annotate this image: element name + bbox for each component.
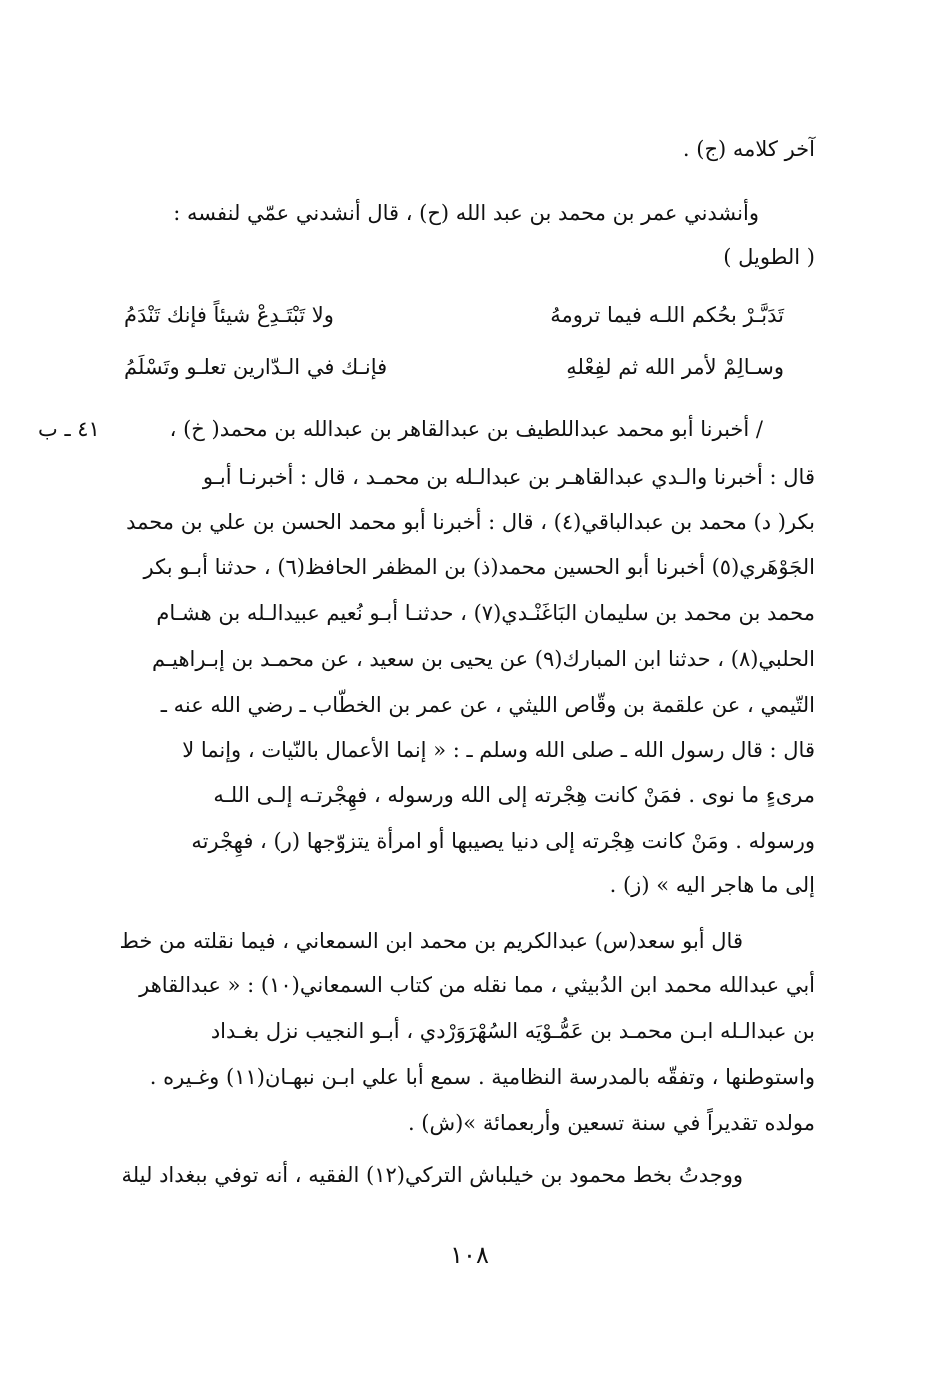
paragraph-line: ووجدتُ بخط محمود بن خيلباش التركي(١٢) الفقيه ، أنه توفي ببغداد ليلة (121, 1163, 743, 1187)
paragraph-line: إلى ما هاجر اليه » (ز) . (609, 873, 815, 897)
paragraph-line: مولده تقديراً في سنة تسعين وأربعمائة »(ش) . (407, 1111, 815, 1135)
paragraph-line: قال : قال رسول الله ـ صلى الله وسلم ـ : « إنما الأعمال بالنّيات ، وإنما لا (182, 738, 815, 762)
verse-hemistich-first: وسـالِمْ لأمر الله ثم لفِعْلهِ (566, 355, 784, 379)
page-number: ١٠٨ (450, 1241, 489, 1269)
paragraph-line: التّيمي ، عن علقمة بن وقّاص الليثي ، عن عمر بن الخطّاب ـ رضي الله عنه ـ (160, 693, 815, 717)
meter-label: ( الطويل ) (723, 245, 815, 269)
paragraph-line: أبي عبدالله محمد ابن الدُبيثي ، مما نقله من كتاب السمعاني(١٠) : « عبدالقاهر (139, 973, 815, 997)
paragraph-line: واستوطنها ، وتفقّه بالمدرسة النظامية . سمع أبا علي ابـن نبهـان(١١) وغـيره . (149, 1065, 815, 1089)
verse-hemistich-first: تَدَبَّـرْ بحُكم اللـه فيما ترومهُ (550, 303, 784, 327)
paragraph-line: بن عبدالـله ابـن محمـد بن عَمُّـوْيَه السُهْرَوَرْدي ، أبـو النجيب نزل بغـداد (210, 1019, 815, 1043)
verse-hemistich-second: فإنـك في الـدّارين تعلـو وتَسْلَمُ (124, 355, 388, 379)
paragraph-line: وأنشدني عمر بن محمد بن عبد الله (ح) ، قال أنشدني عمّي لنفسه : (173, 201, 759, 225)
verse-line (124, 298, 784, 332)
verse-line (124, 350, 784, 384)
paragraph-line: الحلبي(٨) ، حدثنا ابن المبارك(٩) عن يحيى بن سعيد ، عن محمـد بن إبـراهيـم (151, 647, 815, 671)
paragraph-line: مرىءٍ ما نوى . فمَنْ كانت هِجْرته إلى الله ورسوله ، فهِجْرتـه إلـى اللـه (213, 783, 815, 807)
paragraph-line: قال : أخبرنا والـدي عبدالقاهـر بن عبدالـله بن محمـد ، قال : أخبرنـا أبـو (202, 465, 815, 489)
paragraph-line: محمد بن محمد بن سليمان البَاغَنْـدي(٧) ، حدثنـا أبـو نُعيم عبيدالـله بن هشـام (156, 601, 815, 625)
paragraph-line: ورسوله . ومَنْ كانت هِجْرته إلى دنيا يصيبها أو امرأة يتزوّجها (ر) ، فهِجْرته (191, 829, 815, 853)
margin-folio-note: ٤١ ـ ب (38, 417, 100, 441)
paragraph-line: بكر( د) محمد بن عبدالباقي(٤) ، قال : أخبرنا أبو محمد الحسن بن علي بن محمد (126, 510, 815, 534)
paragraph-line: / أخبرنا أبو محمد عبداللطيف بن عبدالقاهر بن عبدالله بن محمد( خ) ، (169, 417, 763, 441)
paragraph-line: آخر كلامه (ج) . (682, 137, 815, 161)
paragraph-line: قال أبو سعد(س) عبدالكريم بن محمد ابن السمعاني ، فيما نقلته من خط (119, 929, 743, 953)
verse-hemistich-second: ولا تَبْتَـدِعْ شيئاً فإنك تَنْدَمُ (124, 303, 334, 327)
paragraph-line: الجَوْهَري(٥) أخبرنا أبو الحسين محمد(ذ) بن المظفر الحافظ(٦) ، حدثنا أبـو بكر (143, 555, 815, 579)
